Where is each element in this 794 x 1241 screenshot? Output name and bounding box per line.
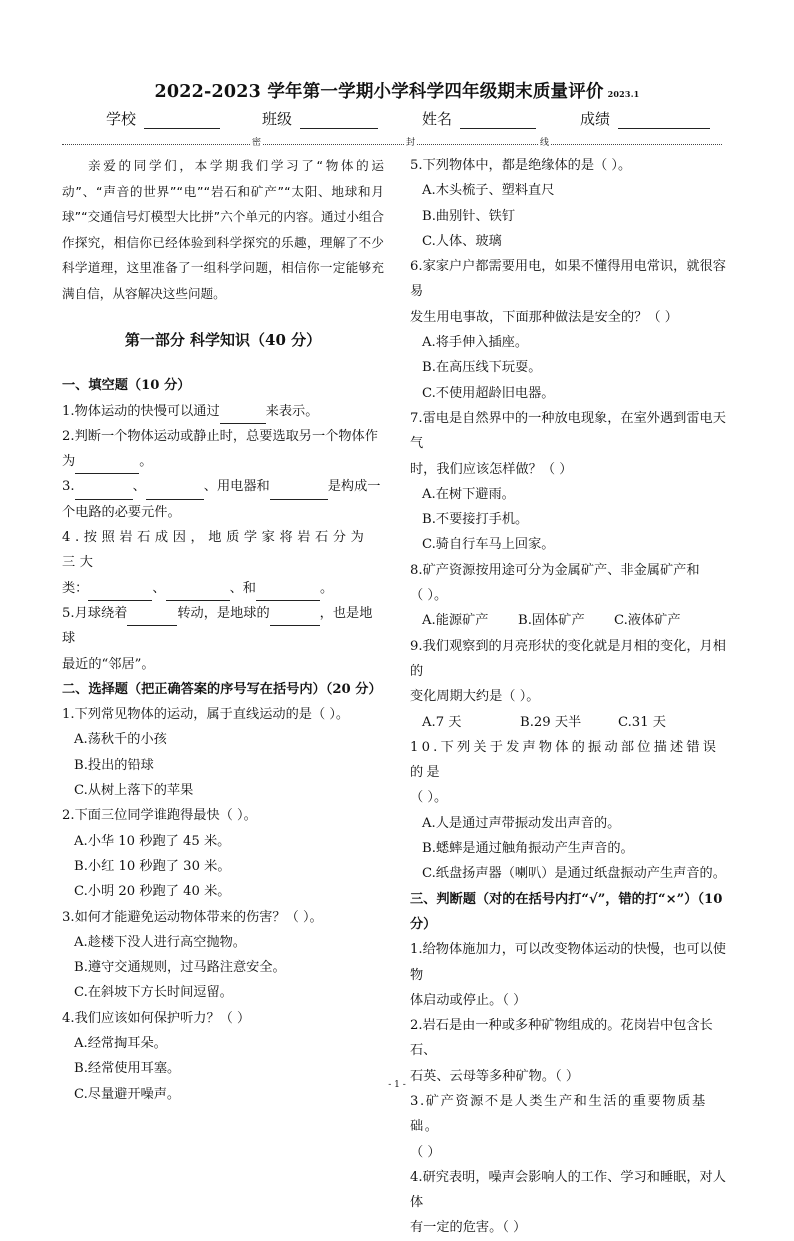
judge-q1-line2[interactable]: 体启动或停止。（ ） bbox=[410, 992, 527, 1008]
judge-q4-line2[interactable]: 有一定的危害。（ ） bbox=[410, 1220, 527, 1236]
fill-q2-lead: 为 bbox=[62, 454, 76, 470]
part-title: 第一部分 科学知识（40 分） bbox=[124, 331, 322, 349]
seal-word-feng: 封 bbox=[406, 138, 416, 148]
fill-q3-cont: 个电路的必要元件。 bbox=[62, 504, 181, 520]
school-field bbox=[106, 108, 220, 129]
choice-q8-stem-line2: （ ）。 bbox=[410, 588, 448, 604]
choice-q1-option-c[interactable]: C.从树上落下的苹果 bbox=[74, 783, 194, 799]
score-field bbox=[580, 108, 710, 129]
choice-q3-option-a[interactable]: A.趁楼下没人进行高空抛物。 bbox=[74, 934, 246, 950]
fill-q3-sep1: 、 bbox=[132, 479, 146, 495]
fill-q2-cont bbox=[62, 449, 384, 474]
choice-q1-stem: 1.下列常见物体的运动，属于直线运动的是（ ）。 bbox=[62, 707, 350, 723]
choice-q4-option-b[interactable]: B.经常使用耳塞。 bbox=[74, 1061, 181, 1077]
choice-q8-option-a[interactable]: A.能源矿产 bbox=[422, 613, 489, 629]
fill-q3-blank-3[interactable] bbox=[270, 485, 328, 500]
choice-q6-option-b[interactable]: B.在高压线下玩耍。 bbox=[422, 360, 542, 376]
choice-q9-stem-line1: 9.我们观察到的月亮形状的变化就是月相的变化，月相的 bbox=[410, 638, 726, 679]
class-label: 班级 bbox=[262, 110, 293, 128]
choice-heading: 二、选择题（把正确答案的序号写在括号内）（20 分） bbox=[62, 681, 382, 697]
choice-q6-stem-line2: 发生用电事故，下面那种做法是安全的？（ ） bbox=[410, 309, 678, 325]
intro-paragraph: 亲爱的同学们，本学期我们学习了“物体的运动”、“声音的世界”“电”“岩石和矿产”“太阳、地球和月球”“交通信号灯模型大比拼”六个单元的内容。通过小组合作探究，相信你已经体验到科学探究的乐趣，理解了不少科学道理，这里准备了一组科学问题，相信你一定能够充满自信，从容解决这些问题。 bbox=[62, 158, 384, 301]
choice-q5-option-c[interactable]: C.人体、玻璃 bbox=[422, 233, 502, 249]
fill-q3-num: 3. bbox=[62, 479, 75, 495]
choice-q2-option-c[interactable]: C.小明 20 秒跑了 40 米。 bbox=[74, 884, 231, 900]
school-blank[interactable] bbox=[144, 112, 220, 129]
choice-q3-option-c[interactable]: C.在斜坡下方长时间逗留。 bbox=[74, 985, 233, 1001]
judge-q4-line1: 4.研究表明，噪声会影响人的工作、学习和睡眠，对人体 bbox=[410, 1169, 726, 1211]
choice-q6-option-c[interactable]: C.不使用超龄旧电器。 bbox=[422, 385, 555, 401]
fill-q1-tail: 来表示。 bbox=[265, 403, 319, 419]
choice-q10-option-c[interactable]: C.纸盘扬声器（喇叭）是通过纸盘振动产生声音的。 bbox=[422, 866, 726, 882]
fill-q2 bbox=[62, 424, 384, 449]
judge-q2-line2[interactable]: 石英、云母等多种矿物。（ ） bbox=[410, 1068, 580, 1084]
fill-q5-cont: 最近的“邻居”。 bbox=[62, 656, 155, 672]
name-field bbox=[422, 108, 536, 129]
fill-q2-blank[interactable] bbox=[75, 459, 139, 474]
score-blank[interactable] bbox=[618, 112, 710, 129]
choice-q6-stem-line1: 6.家家户户都需要用电，如果不懂得用电常识，就很容易 bbox=[410, 259, 726, 300]
dotted-divider bbox=[62, 144, 722, 145]
fill-q4-blank-1[interactable] bbox=[88, 586, 152, 601]
choice-q9-option-b[interactable]: B.29 天半 bbox=[520, 714, 582, 730]
class-field bbox=[262, 108, 378, 129]
fill-q4: 4.按照岩石成因，地质学家将岩石分为三大 bbox=[62, 530, 369, 571]
choice-q2-stem: 2.下面三位同学谁跑得最快（ ）。 bbox=[62, 808, 257, 824]
judge-q3-line2[interactable]: （ ） bbox=[410, 1144, 441, 1160]
judge-q2-line1: 2.岩石是由一种或多种矿物组成的。花岗岩中包含长石、 bbox=[410, 1018, 713, 1059]
fill-q3-blank-1[interactable] bbox=[75, 485, 133, 500]
left-column bbox=[62, 153, 384, 1107]
fill-q4-sep2: 、和 bbox=[229, 580, 256, 596]
choice-q8-option-c[interactable]: C.液体矿产 bbox=[614, 613, 681, 629]
fill-q5-text: 5.月球绕着 bbox=[62, 605, 128, 621]
choice-q1-option-a[interactable]: A.荡秋千的小孩 bbox=[74, 732, 167, 748]
choice-q4-option-c[interactable]: C.尽量避开噪声。 bbox=[74, 1086, 181, 1102]
choice-q10-stem-line2: （ ）。 bbox=[410, 790, 448, 806]
fill-q4-lead: 类： bbox=[62, 580, 89, 596]
choice-q9-option-a[interactable]: A.7 天 bbox=[422, 714, 462, 730]
class-blank[interactable] bbox=[300, 112, 378, 129]
choice-q7-option-c[interactable]: C.骑自行车马上回家。 bbox=[422, 537, 555, 553]
seal-word-mi: 密 bbox=[252, 138, 262, 148]
choice-q5-stem: 5.下列物体中，都是绝缘体的是（ ）。 bbox=[410, 158, 632, 173]
judge-q1-line1: 1.给物体施加力，可以改变物体运动的快慢，也可以使物 bbox=[410, 942, 726, 983]
choice-q2-option-a[interactable]: A.小华 10 秒跑了 45 米。 bbox=[74, 833, 231, 849]
choice-q4-stem: 4.我们应该如何保护听力？（ ） bbox=[62, 1010, 251, 1026]
student-info-row bbox=[0, 108, 794, 130]
choice-q10-option-b[interactable]: B.蟋蟀是通过触角振动产生声音的。 bbox=[422, 841, 634, 857]
name-blank[interactable] bbox=[460, 112, 536, 129]
choice-q3-stem: 3.如何才能避免运动物体带来的伤害？（ ）。 bbox=[62, 909, 323, 925]
fill-q4-blank-2[interactable] bbox=[166, 586, 230, 601]
fill-q1-text: 1.物体运动的快慢可以通过 bbox=[62, 403, 220, 419]
fill-q3-tail: 是构成一 bbox=[327, 479, 381, 495]
seal-line bbox=[62, 137, 722, 151]
fill-q5-blank-1[interactable] bbox=[127, 611, 177, 626]
choice-q10-stem-line1: 10.下列关于发声物体的振动部位描述错误的是 bbox=[410, 739, 720, 781]
judge-q3-line1: 3.矿产资源不是人类生产和生活的重要物质基础。 bbox=[410, 1093, 707, 1135]
name-label: 姓名 bbox=[422, 110, 453, 128]
exam-date: 2023.1 bbox=[607, 89, 640, 99]
choice-q9-stem-line2: 变化周期大约是（ ）。 bbox=[410, 689, 540, 705]
choice-q7-option-a[interactable]: A.在树下避雨。 bbox=[422, 486, 515, 502]
choice-q7-stem-line1: 7.雷电是自然界中的一种放电现象，在室外遇到雷电天气 bbox=[410, 410, 726, 452]
fill-q4-sep1: 、 bbox=[152, 580, 166, 596]
choice-q8-stem-line1: 8.矿产资源按用途可分为金属矿产、非金属矿产和 bbox=[410, 562, 700, 578]
judge-heading-line1: 三、判断题（对的在括号内打“√”，错的打“×”）（10 bbox=[410, 891, 723, 907]
fill-q4-blank-3[interactable] bbox=[256, 586, 320, 601]
choice-q8-options bbox=[410, 608, 732, 633]
choice-q1-option-b[interactable]: B.投出的铅球 bbox=[74, 757, 154, 773]
title-text: 2022-2023 学年第一学期小学科学四年级期末质量评价 bbox=[154, 82, 604, 102]
fill-q4-cont bbox=[62, 576, 384, 601]
choice-q6-option-a[interactable]: A.将手伸入插座。 bbox=[422, 335, 529, 351]
fill-q2-text: 2.判断一个物体运动或静止时，总要选取另一个物体作 bbox=[62, 428, 378, 444]
right-column bbox=[410, 153, 732, 1241]
choice-q7-stem-line2: 时，我们应该怎样做？（ ） bbox=[410, 461, 573, 477]
score-label: 成绩 bbox=[580, 110, 611, 128]
fill-q1-blank[interactable] bbox=[220, 409, 266, 424]
choice-q9-option-c[interactable]: C.31 天 bbox=[618, 714, 666, 730]
fill-q5-tail: ，也是地球 bbox=[62, 605, 373, 647]
fill-q3-blank-2[interactable] bbox=[146, 485, 204, 500]
choice-q7-option-b[interactable]: B.不要接打手机。 bbox=[422, 512, 529, 528]
choice-q5-option-a[interactable]: A.木头梳子、塑料直尺 bbox=[422, 183, 555, 199]
fill-q1 bbox=[62, 399, 384, 424]
fill-q4-tail: 。 bbox=[319, 580, 334, 596]
choice-q8-option-b[interactable]: B.固体矿产 bbox=[518, 613, 585, 629]
fill-q5-mid: 转动，是地球的 bbox=[177, 605, 270, 621]
fill-q2-tail: 。 bbox=[139, 454, 153, 470]
choice-q10-option-a[interactable]: A.人是通过声带振动发出声音的。 bbox=[422, 815, 621, 831]
school-label: 学校 bbox=[106, 110, 137, 128]
fill-q3-mid: 、用电器和 bbox=[203, 479, 270, 495]
page-number: - 1 - bbox=[388, 1080, 406, 1090]
exam-title bbox=[0, 78, 794, 103]
fill-q3 bbox=[62, 474, 384, 499]
choice-q5-option-b[interactable]: B.曲别针、铁钉 bbox=[422, 208, 516, 224]
choice-q9-options bbox=[410, 710, 732, 735]
fill-q5-blank-2[interactable] bbox=[270, 611, 320, 626]
choice-q4-option-a[interactable]: A.经常掏耳朵。 bbox=[74, 1036, 167, 1052]
fill-q5 bbox=[62, 601, 384, 652]
judge-heading-line2: 分） bbox=[410, 916, 437, 932]
fill-heading: 一、填空题（10 分） bbox=[62, 378, 191, 394]
choice-q3-option-b[interactable]: B.遵守交通规则，过马路注意安全。 bbox=[74, 960, 286, 976]
seal-word-xian: 线 bbox=[540, 138, 550, 148]
choice-q2-option-b[interactable]: B.小红 10 秒跑了 30 米。 bbox=[74, 858, 231, 874]
